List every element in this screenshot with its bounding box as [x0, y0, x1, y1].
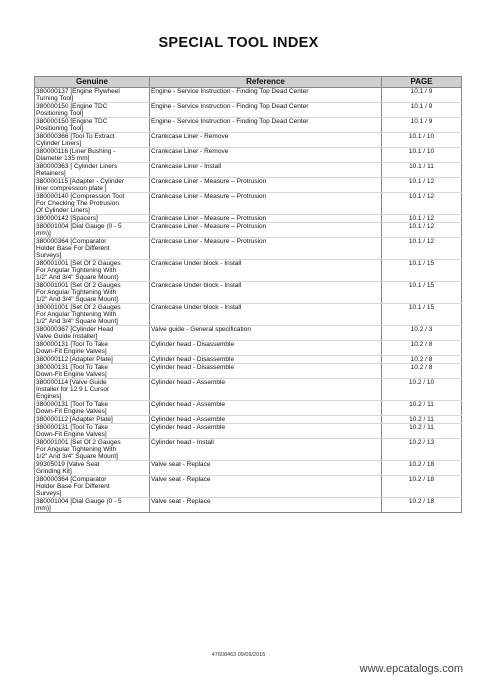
table-row [35, 401, 462, 416]
cell-reference: Cylinder head - Assemble [150, 379, 382, 401]
table-row [35, 439, 462, 461]
cell-reference: Valve seat - Replace [150, 476, 382, 498]
table-row [35, 103, 462, 118]
cell-reference: Valve guide - General specification [150, 326, 382, 341]
table-row [35, 341, 462, 356]
cell-genuine: 380000364 [Comparator Holder Base For Different Surveys] [35, 238, 150, 260]
table-row [35, 476, 462, 498]
cell-page: 10.2 / 18 [382, 476, 462, 498]
cell-page: 10.1 / 11 [382, 163, 462, 178]
cell-page: 10.2 / 10 [382, 379, 462, 401]
cell-reference: Crankcase Under block - Install [150, 304, 382, 326]
cell-reference: Crankcase Under block - Install [150, 282, 382, 304]
cell-genuine: 380000131 [Tool To Take Down-Fit Engine Valves] [35, 424, 150, 439]
cell-genuine: 99305019 [Valve Seat Grinding Kit] [35, 461, 150, 476]
cell-page: 10.1 / 12 [382, 178, 462, 193]
special-tool-table [34, 76, 462, 513]
cell-genuine: 380001001 [Set Of 2 Gauges For Angular Tightening With 1/2" And 3/4" Square Mount] [35, 282, 150, 304]
cell-genuine: 380000150 [Engine TDC Positioning Tool] [35, 103, 150, 118]
cell-reference: Valve seat - Replace [150, 461, 382, 476]
cell-page: 10.2 / 8 [382, 341, 462, 356]
page-title: SPECIAL TOOL INDEX [158, 35, 319, 51]
cell-genuine: 380000137 [Engine Flywheel Turning Tool] [35, 88, 150, 103]
cell-reference: Cylinder head - Install [150, 439, 382, 461]
table-row [35, 356, 462, 364]
cell-genuine: 380000140 [Compression Tool For Checking The Protrusion Of Cylinder Liners] [35, 193, 150, 215]
table-row [35, 118, 462, 133]
cell-reference: Engine - Service Instruction - Finding Top Dead Center [150, 103, 382, 118]
cell-page: 10.2 / 11 [382, 424, 462, 439]
cell-page: 10.1 / 10 [382, 148, 462, 163]
cell-page: 10.2 / 13 [382, 439, 462, 461]
cell-genuine: 380001001 [Set Of 2 Gauges For Angular Tightening With 1/2" And 3/4" Square Mount] [35, 439, 150, 461]
table-row [35, 238, 462, 260]
table-body [35, 88, 462, 513]
cell-reference: Crankcase Liner - Measure – Protrusion [150, 178, 382, 193]
cell-genuine: 380000363 [ Cylinder Liners Retainers] [35, 163, 150, 178]
cell-reference: Crankcase Liner - Measure – Protrusion [150, 193, 382, 215]
cell-reference: Crankcase Liner - Measure – Protrusion [150, 223, 382, 238]
table-row [35, 163, 462, 178]
cell-reference: Cylinder head - Disassemble [150, 364, 382, 379]
cell-reference: Crankcase Under block - Install [150, 260, 382, 282]
table-row [35, 326, 462, 341]
cell-reference: Cylinder head - Assemble [150, 401, 382, 416]
cell-genuine: 380001001 [Set Of 2 Gauges For Angular Tightening With 1/2" And 3/4" Square Mount] [35, 260, 150, 282]
cell-genuine: 380000115 [Adapter - Cylinder liner compression plate ] [35, 178, 150, 193]
cell-genuine: 380000112 [Adapter Plate] [35, 356, 150, 364]
table-row [35, 193, 462, 215]
table-row [35, 364, 462, 379]
table-row [35, 223, 462, 238]
table-row [35, 416, 462, 424]
table-row [35, 215, 462, 223]
cell-page: 10.1 / 12 [382, 223, 462, 238]
cell-page: 10.1 / 10 [382, 133, 462, 148]
watermark: www.epcatalogs.com [359, 663, 463, 675]
cell-page: 10.1 / 12 [382, 215, 462, 223]
cell-genuine: 380000112 [Adapter Plate] [35, 416, 150, 424]
cell-genuine: 380000142 [Spacers] [35, 215, 150, 223]
cell-reference: Crankcase Liner - Remove [150, 133, 382, 148]
table-row [35, 304, 462, 326]
cell-genuine: 380000131 [Tool To Take Down-Fit Engine Valves] [35, 341, 150, 356]
cell-page: 10.1 / 9 [382, 118, 462, 133]
cell-reference: Cylinder head - Disassemble [150, 356, 382, 364]
cell-reference: Cylinder head - Assemble [150, 416, 382, 424]
cell-page: 10.2 / 11 [382, 416, 462, 424]
cell-reference: Crankcase Liner - Measure – Protrusion [150, 238, 382, 260]
cell-page: 10.1 / 12 [382, 193, 462, 215]
cell-page: 10.1 / 9 [382, 103, 462, 118]
cell-genuine: 380000114 [Valve Guide Installer for 12.9 L Cursor Engines] [35, 379, 150, 401]
table-row [35, 498, 462, 513]
cell-genuine: 380000367 [Cylinder Head Valve Guide Installer] [35, 326, 150, 341]
cell-reference: Engine - Service Instruction - Finding Top Dead Center [150, 88, 382, 103]
cell-page: 10.1 / 9 [382, 88, 462, 103]
cell-reference: Cylinder head - Disassemble [150, 341, 382, 356]
table-row [35, 260, 462, 282]
table-header-row [35, 77, 462, 88]
cell-page: 10.2 / 18 [382, 461, 462, 476]
cell-page: 10.1 / 15 [382, 260, 462, 282]
cell-genuine: 380000150 [Engine TDC Positioning Tool] [35, 118, 150, 133]
table-row [35, 133, 462, 148]
table-row [35, 148, 462, 163]
table-row [35, 282, 462, 304]
cell-page: 10.1 / 12 [382, 238, 462, 260]
column-header-page: PAGE [382, 77, 462, 88]
cell-genuine: 380000131 [Tool To Take Down-Fit Engine Valves] [35, 364, 150, 379]
table-row [35, 178, 462, 193]
cell-reference: Valve seat - Replace [150, 498, 382, 513]
table-row [35, 424, 462, 439]
footer-doc-id: 47608463 09/09/2015 [211, 652, 266, 658]
cell-page: 10.2 / 18 [382, 498, 462, 513]
cell-genuine: 380000366 [Tool To Extract Cylinder Liners] [35, 133, 150, 148]
table-row [35, 88, 462, 103]
cell-reference: Engine - Service Instruction - Finding Top Dead Center [150, 118, 382, 133]
cell-page: 10.2 / 8 [382, 356, 462, 364]
cell-page: 10.1 / 15 [382, 304, 462, 326]
cell-genuine: 380001004 [Dial Gauge (0 - 5 mm)] [35, 223, 150, 238]
column-header-genuine: Genuine [35, 77, 150, 88]
cell-reference: Crankcase Liner - Measure – Protrusion [150, 215, 382, 223]
cell-genuine: 380001001 [Set Of 2 Gauges For Angular Tightening With 1/2" And 3/4" Square Mount] [35, 304, 150, 326]
cell-reference: Cylinder head - Assemble [150, 424, 382, 439]
cell-page: 10.2 / 8 [382, 364, 462, 379]
cell-genuine: 380000364 [Comparator Holder Base For Different Surveys] [35, 476, 150, 498]
cell-page: 10.2 / 11 [382, 401, 462, 416]
cell-page: 10.1 / 15 [382, 282, 462, 304]
cell-genuine: 380000116 [Liner Bushing - Diameter 135 mm] [35, 148, 150, 163]
cell-genuine: 380001004 [Dial Gauge (0 - 5 mm)] [35, 498, 150, 513]
cell-genuine: 380000131 [Tool To Take Down-Fit Engine Valves] [35, 401, 150, 416]
column-header-reference: Reference [150, 77, 382, 88]
cell-reference: Crankcase Liner - Install [150, 163, 382, 178]
cell-page: 10.2 / 3 [382, 326, 462, 341]
table-row [35, 461, 462, 476]
cell-reference: Crankcase Liner - Remove [150, 148, 382, 163]
table-row [35, 379, 462, 401]
